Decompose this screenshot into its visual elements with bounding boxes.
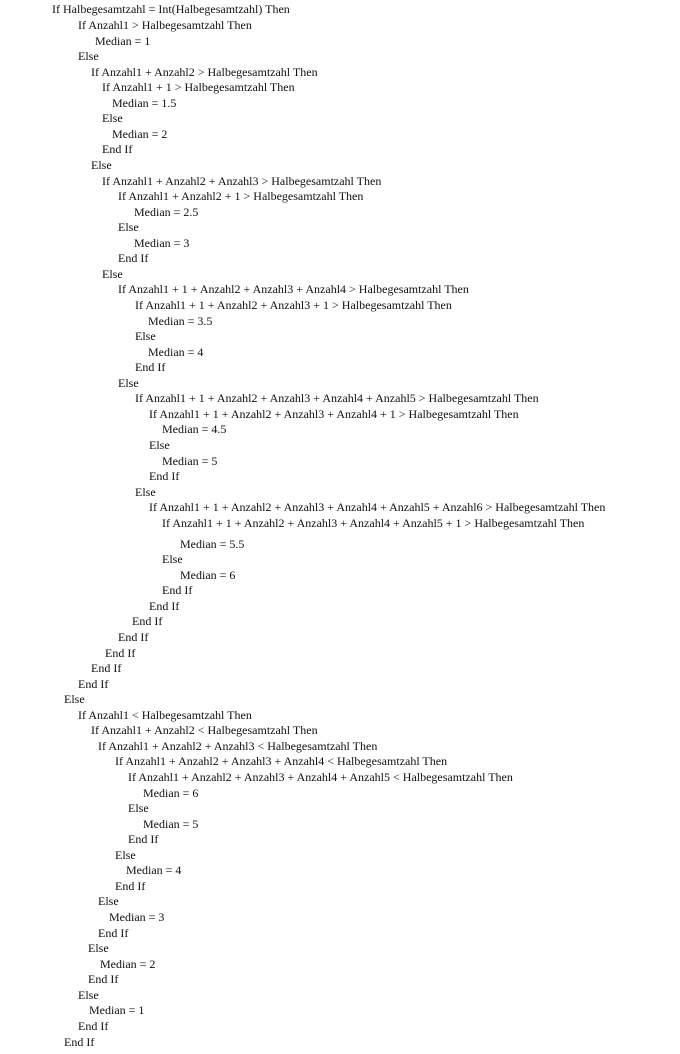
code-line: Else (128, 801, 149, 815)
code-line: Else (78, 49, 99, 63)
code-line: Else (78, 988, 99, 1002)
code-line: If Anzahl1 + 1 > Halbegesamtzahl Then (102, 80, 295, 94)
code-line: End If (105, 646, 136, 660)
code-line: End If (128, 832, 159, 846)
code-line: If Anzahl1 + Anzahl2 + Anzahl3 > Halbegesamtzahl Then (102, 174, 382, 188)
code-line: Median = 1 (95, 34, 151, 48)
code-line: Else (118, 220, 139, 234)
code-line: Else (149, 438, 170, 452)
code-line: If Anzahl1 + 1 + Anzahl2 + Anzahl3 + Anzahl4 + 1 > Halbegesamtzahl Then (149, 407, 519, 421)
code-line: Else (64, 692, 85, 706)
code-line: Median = 2 (112, 127, 168, 141)
code-line: End If (135, 360, 166, 374)
code-line: Else (162, 552, 183, 566)
code-line: End If (115, 879, 146, 893)
code-line: End If (88, 972, 119, 986)
code-line: Median = 2 (100, 957, 156, 971)
code-line: If Anzahl1 + 1 + Anzahl2 + Anzahl3 + 1 > Halbegesamtzahl Then (135, 298, 452, 312)
code-line: Median = 3 (109, 910, 165, 924)
code-line: Else (135, 485, 156, 499)
code-line: Median = 4.5 (162, 422, 227, 436)
code-line: Median = 5.5 (180, 537, 245, 551)
code-line: End If (64, 1035, 95, 1049)
code-line: If Anzahl1 + Anzahl2 + 1 > Halbegesamtzahl Then (118, 189, 364, 203)
code-line: Median = 4 (148, 345, 204, 359)
code-line: End If (78, 677, 109, 691)
code-line: If Anzahl1 + Anzahl2 > Halbegesamtzahl Then (91, 65, 318, 79)
code-line: End If (98, 926, 129, 940)
code-line: If Anzahl1 + 1 + Anzahl2 + Anzahl3 + Anzahl4 + Anzahl5 + 1 > Halbegesamtzahl Then (162, 516, 585, 530)
code-line: If Anzahl1 + 1 + Anzahl2 + Anzahl3 + Anzahl4 + Anzahl5 + Anzahl6 > Halbegesamtzahl Then (149, 500, 606, 514)
code-line: End If (78, 1019, 109, 1033)
code-line: End If (118, 251, 149, 265)
code-line: Median = 6 (180, 568, 236, 582)
code-line: Median = 1.5 (112, 96, 177, 110)
code-line: Median = 3 (134, 236, 190, 250)
code-line: If Anzahl1 + Anzahl2 + Anzahl3 < Halbegesamtzahl Then (98, 739, 378, 753)
code-line: End If (132, 614, 163, 628)
code-line: End If (91, 661, 122, 675)
code-line: Median = 6 (143, 786, 199, 800)
code-line: Median = 2.5 (134, 205, 199, 219)
code-line: Else (91, 158, 112, 172)
code-line: End If (162, 583, 193, 597)
code-line: End If (149, 599, 180, 613)
code-line: End If (149, 469, 180, 483)
code-line: End If (102, 142, 133, 156)
code-line: Else (118, 376, 139, 390)
code-line: End If (118, 630, 149, 644)
code-line: If Anzahl1 + 1 + Anzahl2 + Anzahl3 + Anzahl4 + Anzahl5 > Halbegesamtzahl Then (135, 391, 539, 405)
code-line: Else (135, 329, 156, 343)
code-line: Else (102, 111, 123, 125)
code-line: Median = 5 (143, 817, 199, 831)
code-line: If Anzahl1 < Halbegesamtzahl Then (78, 708, 252, 722)
code-line: Median = 3.5 (148, 314, 213, 328)
code-line: Median = 4 (126, 863, 182, 877)
code-line: Else (115, 848, 136, 862)
code-line: If Anzahl1 + Anzahl2 + Anzahl3 + Anzahl4 < Halbegesamtzahl Then (115, 754, 448, 768)
code-line: Else (102, 267, 123, 281)
code-line: If Anzahl1 + 1 + Anzahl2 + Anzahl3 + Anzahl4 > Halbegesamtzahl Then (118, 282, 469, 296)
code-line: If Anzahl1 + Anzahl2 < Halbegesamtzahl Then (91, 723, 318, 737)
code-line: Median = 1 (89, 1003, 145, 1017)
code-line: If Anzahl1 + Anzahl2 + Anzahl3 + Anzahl4 + Anzahl5 < Halbegesamtzahl Then (128, 770, 513, 784)
code-line: If Halbegesamtzahl = Int(Halbegesamtzahl) Then (52, 2, 290, 16)
code-line: Median = 5 (162, 454, 218, 468)
code-line: If Anzahl1 > Halbegesamtzahl Then (78, 18, 252, 32)
code-line: Else (98, 894, 119, 908)
code-line: Else (88, 941, 109, 955)
